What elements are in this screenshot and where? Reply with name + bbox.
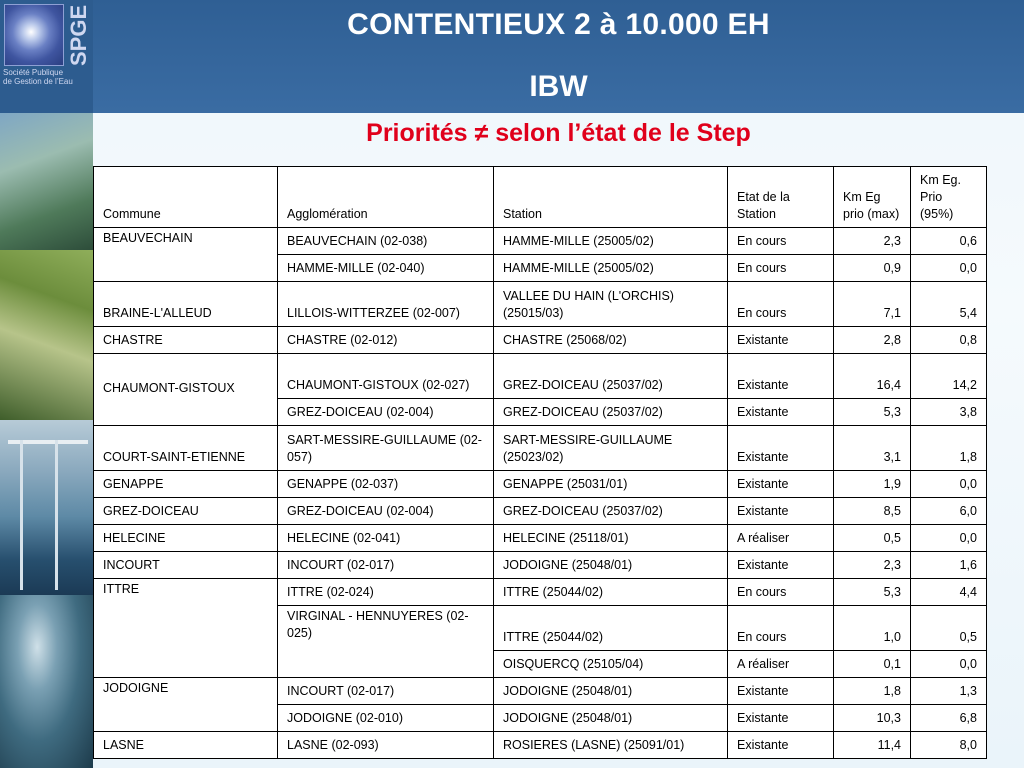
cell-km-95: 1,6 [911, 552, 987, 579]
cell-etat: Existante [728, 471, 834, 498]
left-photo-strip [0, 0, 93, 768]
cell-agglomeration: ITTRE (02-024) [278, 579, 494, 606]
cell-station: ITTRE (25044/02) [494, 579, 728, 606]
cell-commune: LASNE [94, 732, 278, 759]
cell-etat: Existante [728, 327, 834, 354]
cell-km-max: 0,1 [834, 651, 911, 678]
cell-km-max: 0,5 [834, 525, 911, 552]
cell-station: JODOIGNE (25048/01) [494, 705, 728, 732]
cell-agglomeration: BEAUVECHAIN (02-038) [278, 228, 494, 255]
cell-etat: En cours [728, 606, 834, 651]
table-row [94, 498, 987, 525]
cell-agglomeration: SART-MESSIRE-GUILLAUME (02-057) [278, 426, 494, 471]
table-row [94, 426, 987, 471]
spge-logo [0, 0, 93, 113]
cell-etat: Existante [728, 426, 834, 471]
cell-km-max: 1,8 [834, 678, 911, 705]
cell-etat: En cours [728, 228, 834, 255]
cell-km-max: 11,4 [834, 732, 911, 759]
cell-station: GENAPPE (25031/01) [494, 471, 728, 498]
cell-etat: Existante [728, 399, 834, 426]
cell-agglomeration: GREZ-DOICEAU (02-004) [278, 399, 494, 426]
cell-commune: ITTRE [94, 579, 278, 678]
column-header: Etat de la Station [728, 167, 834, 228]
cell-commune: CHAUMONT-GISTOUX [94, 354, 278, 426]
cell-etat: Existante [728, 498, 834, 525]
table-row [94, 732, 987, 759]
column-header: Km Eg prio (max) [834, 167, 911, 228]
cell-km-max: 8,5 [834, 498, 911, 525]
cell-commune: HELECINE [94, 525, 278, 552]
cell-station: OISQUERCQ (25105/04) [494, 651, 728, 678]
cell-km-max: 5,3 [834, 579, 911, 606]
cell-km-max: 7,1 [834, 282, 911, 327]
cell-km-95: 0,8 [911, 327, 987, 354]
cell-agglomeration: INCOURT (02-017) [278, 552, 494, 579]
table-row [94, 525, 987, 552]
table-row [94, 678, 987, 705]
cell-agglomeration: INCOURT (02-017) [278, 678, 494, 705]
cell-station: HAMME-MILLE (25005/02) [494, 255, 728, 282]
cell-km-95: 0,5 [911, 606, 987, 651]
photo-trees [0, 250, 93, 420]
page-subtitle: Priorités ≠ selon l’état de le Step [366, 119, 751, 147]
cell-km-max: 2,3 [834, 228, 911, 255]
table-row [94, 471, 987, 498]
cell-etat: En cours [728, 579, 834, 606]
cell-commune: BRAINE-L'ALLEUD [94, 282, 278, 327]
cell-km-max: 2,8 [834, 327, 911, 354]
cell-commune: BEAUVECHAIN [94, 228, 278, 282]
cell-etat: A réaliser [728, 651, 834, 678]
cell-agglomeration: GREZ-DOICEAU (02-004) [278, 498, 494, 525]
cell-km-95: 0,0 [911, 471, 987, 498]
cell-km-95: 0,0 [911, 255, 987, 282]
cell-agglomeration: CHAUMONT-GISTOUX (02-027) [278, 354, 494, 399]
cell-etat: Existante [728, 732, 834, 759]
cell-km-95: 6,8 [911, 705, 987, 732]
column-header: Station [494, 167, 728, 228]
table-header-row [94, 167, 987, 228]
table-row [94, 282, 987, 327]
cell-station: HELECINE (25118/01) [494, 525, 728, 552]
cell-km-max: 0,9 [834, 255, 911, 282]
page-title-secondary: IBW [529, 70, 588, 103]
cell-etat: En cours [728, 255, 834, 282]
cell-km-max: 1,0 [834, 606, 911, 651]
cell-agglomeration: HAMME-MILLE (02-040) [278, 255, 494, 282]
logo-text: SPGE [66, 4, 91, 66]
page-title: CONTENTIEUX 2 à 10.000 EH [347, 8, 770, 41]
cell-etat: En cours [728, 282, 834, 327]
cell-km-95: 14,2 [911, 354, 987, 399]
table-row [94, 552, 987, 579]
cell-km-95: 0,6 [911, 228, 987, 255]
table-row [94, 354, 987, 399]
cell-agglomeration: VIRGINAL - HENNUYERES (02-025) [278, 606, 494, 678]
cell-km-max: 10,3 [834, 705, 911, 732]
cell-km-95: 0,0 [911, 651, 987, 678]
cell-station: HAMME-MILLE (25005/02) [494, 228, 728, 255]
column-header: Agglomération [278, 167, 494, 228]
cell-commune: JODOIGNE [94, 678, 278, 732]
contentieux-table-wrap [93, 166, 986, 759]
cell-station: GREZ-DOICEAU (25037/02) [494, 498, 728, 525]
cell-km-max: 5,3 [834, 399, 911, 426]
photo-landscape [0, 113, 93, 250]
cell-station: GREZ-DOICEAU (25037/02) [494, 399, 728, 426]
cell-station: JODOIGNE (25048/01) [494, 552, 728, 579]
cell-km-max: 1,9 [834, 471, 911, 498]
cell-km-max: 3,1 [834, 426, 911, 471]
photo-water [0, 595, 93, 768]
cell-km-95: 4,4 [911, 579, 987, 606]
cell-km-95: 3,8 [911, 399, 987, 426]
photo-treatment-plant [0, 420, 93, 595]
column-header: Commune [94, 167, 278, 228]
cell-etat: Existante [728, 552, 834, 579]
cell-km-95: 1,3 [911, 678, 987, 705]
table-row [94, 579, 987, 606]
cell-km-95: 8,0 [911, 732, 987, 759]
cell-agglomeration: JODOIGNE (02-010) [278, 705, 494, 732]
cell-etat: A réaliser [728, 525, 834, 552]
railing-post [55, 440, 58, 590]
cell-station: GREZ-DOICEAU (25037/02) [494, 354, 728, 399]
table-row [94, 228, 987, 255]
cell-km-95: 5,4 [911, 282, 987, 327]
swirl-logo-icon [4, 4, 64, 66]
cell-station: VALLEE DU HAIN (L'ORCHIS) (25015/03) [494, 282, 728, 327]
cell-agglomeration: LASNE (02-093) [278, 732, 494, 759]
cell-agglomeration: GENAPPE (02-037) [278, 471, 494, 498]
cell-km-max: 2,3 [834, 552, 911, 579]
cell-agglomeration: HELECINE (02-041) [278, 525, 494, 552]
cell-commune: INCOURT [94, 552, 278, 579]
cell-km-95: 6,0 [911, 498, 987, 525]
cell-etat: Existante [728, 705, 834, 732]
table-row [94, 327, 987, 354]
railing-post [20, 440, 23, 590]
cell-agglomeration: CHASTRE (02-012) [278, 327, 494, 354]
cell-km-95: 0,0 [911, 525, 987, 552]
cell-etat: Existante [728, 354, 834, 399]
cell-km-95: 1,8 [911, 426, 987, 471]
cell-km-max: 16,4 [834, 354, 911, 399]
cell-commune: GENAPPE [94, 471, 278, 498]
cell-agglomeration: LILLOIS-WITTERZEE (02-007) [278, 282, 494, 327]
cell-commune: GREZ-DOICEAU [94, 498, 278, 525]
cell-station: JODOIGNE (25048/01) [494, 678, 728, 705]
cell-station: ITTRE (25044/02) [494, 606, 728, 651]
logo-caption: Société Publique de Gestion de l’Eau [3, 68, 73, 86]
column-header: Km Eg. Prio (95%) [911, 167, 987, 228]
cell-station: CHASTRE (25068/02) [494, 327, 728, 354]
cell-station: SART-MESSIRE-GUILLAUME (25023/02) [494, 426, 728, 471]
cell-commune: COURT-SAINT-ETIENNE [94, 426, 278, 471]
cell-commune: CHASTRE [94, 327, 278, 354]
contentieux-table [93, 166, 987, 759]
cell-station: ROSIERES (LASNE) (25091/01) [494, 732, 728, 759]
cell-etat: Existante [728, 678, 834, 705]
